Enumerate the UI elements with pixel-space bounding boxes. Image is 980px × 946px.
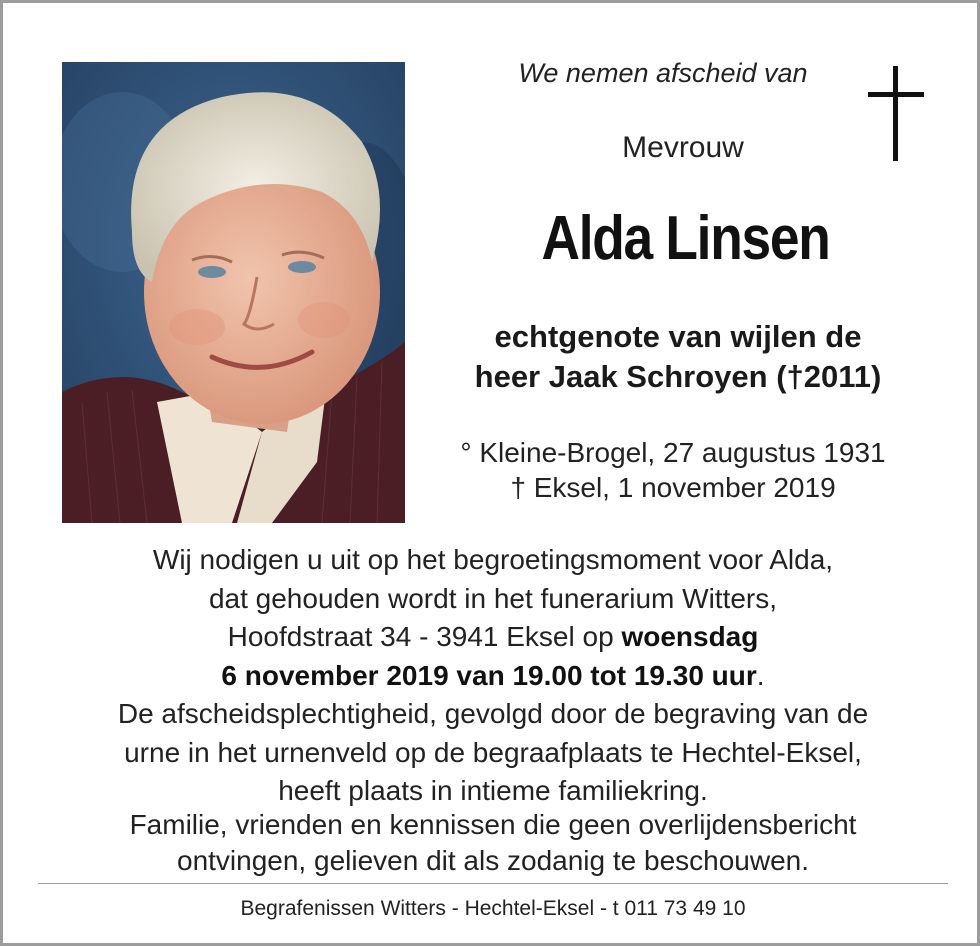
datetime-highlight: 6 november 2019 van 19.00 tot 19.30 uur [221, 659, 757, 691]
period: . [756, 659, 765, 691]
honorific: Mevrouw [622, 131, 744, 164]
invitation-line: heeft plaats in intieme familiekring. [278, 775, 708, 806]
intro-text: We nemen afscheid van [518, 58, 808, 88]
invitation-line: dat gehouden wordt in het funerarium Witters, [208, 582, 778, 614]
portrait-illustration [62, 62, 405, 523]
invitation-line: De afscheidsplechtigheid, gevolgd door de begraving van de [117, 698, 869, 729]
footer-divider [38, 883, 948, 884]
deceased-name: Alda Linsen [541, 204, 830, 273]
funeral-home-footer: Begrafenissen Witters - Hechtel-Eksel - t 011 73 49 10 [240, 897, 746, 920]
invitation-line [33, 618, 953, 657]
spouse-line: heer Jaak Schroyen (†2011) [474, 359, 882, 394]
closing-line: ontvingen, gelieven dit als zodanig te beschouwen. [177, 845, 809, 876]
invitation-text [33, 541, 953, 811]
invitation-line [33, 657, 953, 696]
spouse-info [423, 317, 933, 397]
invitation-line: Wij nodigen u uit op het begroetingsmoment voor Alda, [152, 544, 834, 575]
closing-line: Familie, vrienden en kennissen die geen overlijdensbericht [129, 809, 857, 840]
birth-date: ° Kleine-Brogel, 27 augustus 1931 [460, 437, 886, 468]
life-dates [423, 435, 923, 505]
closing-note [33, 807, 953, 879]
invitation-line: urne in het urnenveld op de begraafplaats te Hechtel-Eksel, [124, 736, 862, 768]
portrait-photo [62, 62, 405, 523]
death-date: † Eksel, 1 november 2019 [510, 472, 836, 503]
spouse-line: echtgenote van wijlen de [494, 319, 862, 354]
day-highlight: woensdag [621, 621, 759, 652]
address-text: Hoofdstraat 34 - 3941 Eksel op [227, 621, 622, 652]
